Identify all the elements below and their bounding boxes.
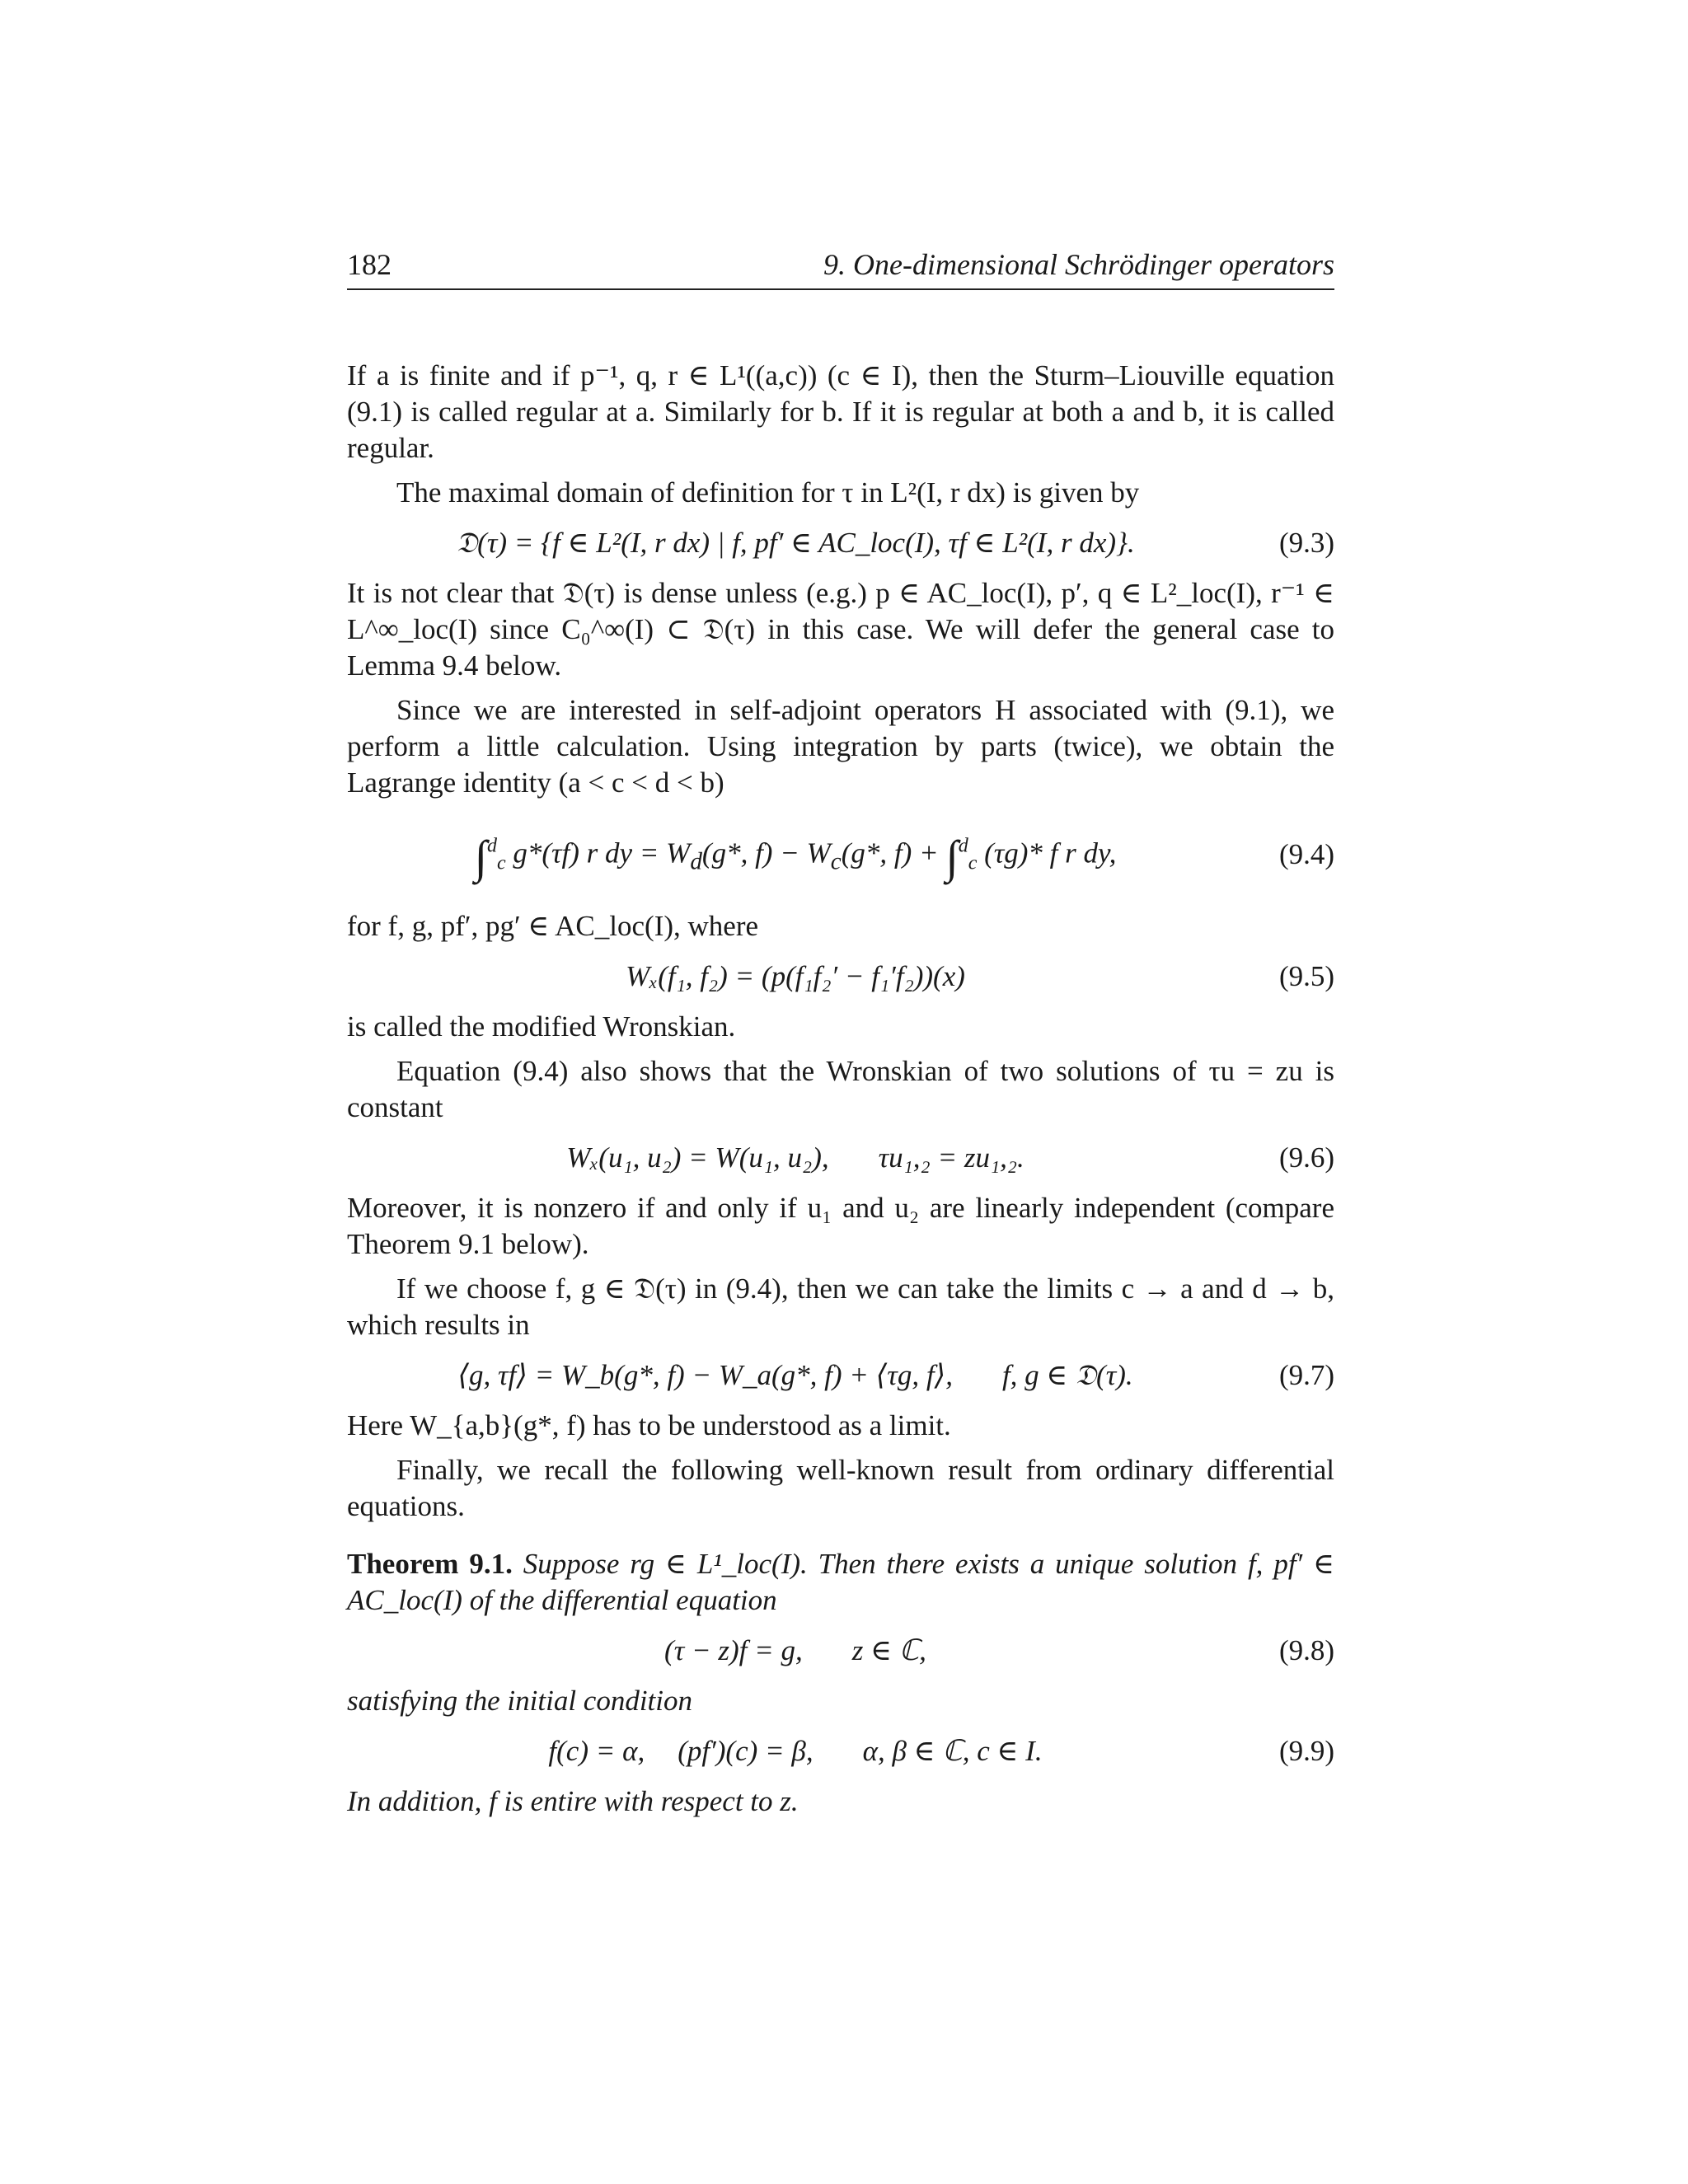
equation-9-3-number: (9.3) xyxy=(1278,527,1334,559)
theorem-condition: satisfying the initial condition xyxy=(347,1685,693,1717)
equation-9-8-number: (9.8) xyxy=(1278,1634,1334,1666)
equation-9-5-number: (9.5) xyxy=(1278,960,1334,992)
integral-sign: ∫ xyxy=(945,832,959,883)
equation-9-8-expr: (τ − z)f = g, z ∈ ℂ, xyxy=(664,1634,926,1666)
equation-9-5-expr: Wₓ(f₁, f₂) = (p(f₁f₂′ − f₁′f₂))(x) xyxy=(626,960,965,992)
running-header xyxy=(347,246,1334,290)
paragraph-nonzero: Moreover, it is nonzero if and only if u₁ and u₂ are linearly independent (compare Theorem 9.1 below). xyxy=(347,1192,1334,1260)
paragraph-lagrange-intro: Since we are interested in self-adjoint operators H associated with (9.1), we perform a little calculation. Using integration by parts (twice), we obtain the Lagrange identity (a < c < d < b) xyxy=(347,694,1334,799)
paragraph-regular: If a is finite and if p⁻¹, q, r ∈ L¹((a,c)) (c ∈ I), then the Sturm–Liouville equation (9.1) is called regular at a. Similarly for b. If it is regular at both a and b, it is called regular. xyxy=(347,359,1334,464)
equation-9-9-expr: f(c) = α, (pf′)(c) = β, α, β ∈ ℂ, c ∈ I. xyxy=(548,1735,1043,1767)
equation-9-5 xyxy=(347,948,1334,1005)
chapter-title: 9. One-dimensional Schrödinger operators xyxy=(823,248,1334,281)
theorem-statement: Suppose rg ∈ L¹_loc(I). Then there exists a unique solution f, pf′ ∈ AC_loc(I) of the differential equation xyxy=(347,1548,1335,1616)
paragraph-modified-wronskian: is called the modified Wronskian. xyxy=(347,1010,736,1043)
equation-9-9-number: (9.9) xyxy=(1278,1735,1334,1767)
paragraph-maximal-domain: The maximal domain of definition for τ in L²(I, r dx) is given by xyxy=(396,476,1140,509)
paragraph-limits: If we choose f, g ∈ 𝔇(τ) in (9.4), then we can take the limits c → a and d → b, which results in xyxy=(347,1272,1334,1341)
paragraph-limit-note: Here W_{a,b}(g*, f) has to be understood as a limit. xyxy=(347,1409,951,1441)
paragraph-density: It is not clear that 𝔇(τ) is dense unless (e.g.) p ∈ AC_loc(I), p′, q ∈ L²_loc(I), r⁻¹ ∈ L^∞_loc(I) since C₀^∞(I) ⊂ 𝔇(τ) in this case. We will defer the general case to Lemma 9.4 below. xyxy=(347,577,1334,682)
equation-9-7-expr: ⟨g, τf⟩ = W_b(g*, f) − W_a(g*, f) + ⟨τg, f⟩, f, g ∈ 𝔇(τ). xyxy=(457,1359,1133,1391)
theorem-9-1 xyxy=(347,1546,1334,1619)
paragraph-where: for f, g, pf′, pg′ ∈ AC_loc(I), where xyxy=(347,910,759,942)
equation-9-3 xyxy=(347,514,1334,572)
paragraph-ode-intro: Finally, we recall the following well-known result from ordinary differential equations. xyxy=(347,1454,1334,1522)
theorem-conclusion: In addition, f is entire with respect to z. xyxy=(347,1785,799,1817)
equation-9-7 xyxy=(347,1347,1334,1404)
integral-sign: ∫ xyxy=(474,832,487,883)
equation-9-3-expr: 𝔇(τ) = {f ∈ L²(I, r dx) | f, pf′ ∈ AC_loc(I), τf ∈ L²(I, r dx)}. xyxy=(456,527,1135,559)
equation-9-4-expr: ∫$^d_c$ g*(τf) r dy = $W_d(g*$, $f) - W_c(g*$, f) + ∫$^d_c$ (τg)* f r dy, xyxy=(474,832,1117,883)
equation-9-4-number: (9.4) xyxy=(1278,838,1334,870)
equation-9-8 xyxy=(347,1622,1334,1680)
paragraph-wronskian-constant: Equation (9.4) also shows that the Wronskian of two solutions of τu = zu is constant xyxy=(347,1055,1334,1123)
equation-9-6-number: (9.6) xyxy=(1278,1141,1334,1174)
equation-9-6 xyxy=(347,1129,1334,1187)
theorem-heading: Theorem 9.1. xyxy=(347,1548,513,1580)
equation-9-9 xyxy=(347,1722,1334,1780)
page-body xyxy=(347,358,1334,1820)
equation-9-4 xyxy=(347,804,1334,905)
equation-9-7-number: (9.7) xyxy=(1278,1359,1334,1391)
equation-9-6-expr: Wₓ(u₁, u₂) = W(u₁, u₂), τu₁,₂ = zu₁,₂. xyxy=(566,1141,1025,1174)
page-number: 182 xyxy=(347,248,392,281)
